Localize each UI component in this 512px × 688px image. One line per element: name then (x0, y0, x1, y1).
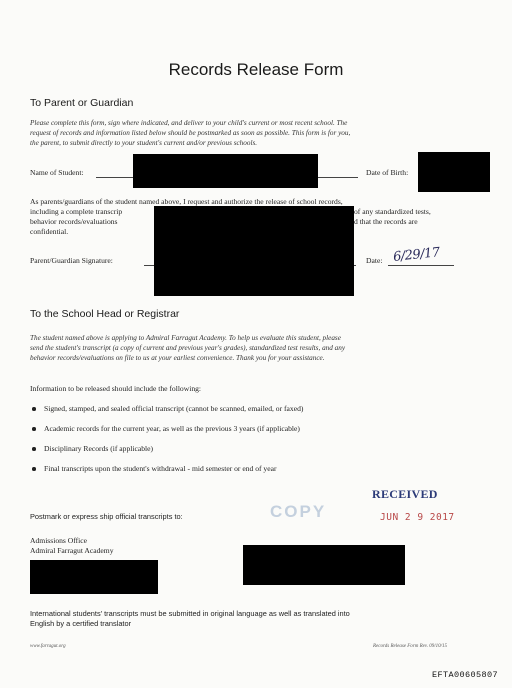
handwritten-date: 6/29/17 (392, 245, 441, 265)
postmark-label: Postmark or express ship official transcripts to: (30, 512, 183, 521)
faint-copy-stamp: COPY (270, 502, 327, 521)
list-item (30, 464, 500, 484)
list-item (30, 404, 500, 424)
authorization-line: d that the records are (354, 217, 418, 226)
parent-instructions-line: Please complete this form, sign where indicated, and deliver to your child's current or most recent school. The (30, 119, 348, 127)
student-name-label: Name of Student: (30, 168, 84, 177)
bullet-icon (32, 467, 36, 471)
footer-website: www.farragut.org (30, 644, 66, 649)
list-item (30, 444, 500, 464)
address-line: Admissions Office (30, 536, 88, 545)
form-title: Records Release Form (168, 60, 344, 79)
parent-instructions-line: the parent, to submit directly to your student's current and/or previous schools. (30, 139, 258, 147)
international-note-line: English by a certified translator (30, 619, 132, 628)
parent-instructions (30, 118, 490, 148)
school-instructions-line: The student named above is applying to Admiral Farragut Academy. To help us evaluate this student, please (30, 334, 341, 342)
school-instructions-line: behavior records/evaluations on file to us at your earliest convenience. Thank you for your assistance. (30, 354, 325, 362)
parent-section-heading: To Parent or Guardian (30, 97, 134, 109)
list-item-text: Disciplinary Records (if applicable) (44, 444, 154, 453)
list-item-text: Signed, stamped, and sealed official transcript (cannot be scanned, emailed, or faxed) (44, 404, 304, 413)
authorization-line: including a complete transcrip (30, 207, 123, 216)
school-section-heading: To the School Head or Registrar (30, 308, 180, 320)
address-line: Admiral Farragut Academy (30, 546, 114, 555)
list-item-text: Academic records for the current year, as well as the previous 3 years (if applicable) (44, 424, 300, 433)
footer-form-revision: Records Release Form Rev. 09/10/15 (373, 644, 448, 649)
bullet-icon (32, 407, 36, 411)
parent-instructions-line: request of records and information listed below should be postmarked as soon as possible. This form is for you, (30, 129, 351, 137)
signature-date-field[interactable] (388, 265, 454, 266)
international-note-line: International students' transcripts must be submitted in original language as well as translated into (30, 609, 350, 618)
received-stamp-date: JUN 2 9 2017 (380, 512, 455, 523)
school-instructions-line: send the student's transcript (a copy of current and previous year's grades), standardized test results, and any (30, 344, 346, 352)
redaction-block (30, 560, 158, 594)
signature-label: Parent/Guardian Signature: (30, 256, 113, 265)
redaction-block (133, 154, 318, 188)
school-instructions (30, 333, 500, 363)
received-stamp: RECEIVED (372, 487, 438, 501)
info-release-label: Information to be released should include the following: (30, 384, 202, 393)
redaction-block (243, 545, 405, 585)
bullet-icon (32, 427, 36, 431)
date-of-birth-label: Date of Birth: (366, 168, 409, 177)
release-items-list (30, 404, 500, 484)
signature-date-label: Date: (366, 256, 383, 265)
document-id: EFTA00605807 (432, 670, 499, 680)
authorization-line: As parents/guardians of the student named above, I request and authorize the release of school records, (30, 197, 343, 206)
redaction-block (154, 236, 354, 296)
authorization-line: behavior records/evaluations (30, 217, 118, 226)
list-item-text: Final transcripts upon the student's withdrawal - mid semester or end of year (44, 464, 277, 473)
authorization-line: confidential. (30, 227, 69, 236)
redaction-block (418, 152, 490, 192)
authorization-line: of any standardized tests, (354, 207, 431, 216)
list-item (30, 424, 500, 444)
bullet-icon (32, 447, 36, 451)
